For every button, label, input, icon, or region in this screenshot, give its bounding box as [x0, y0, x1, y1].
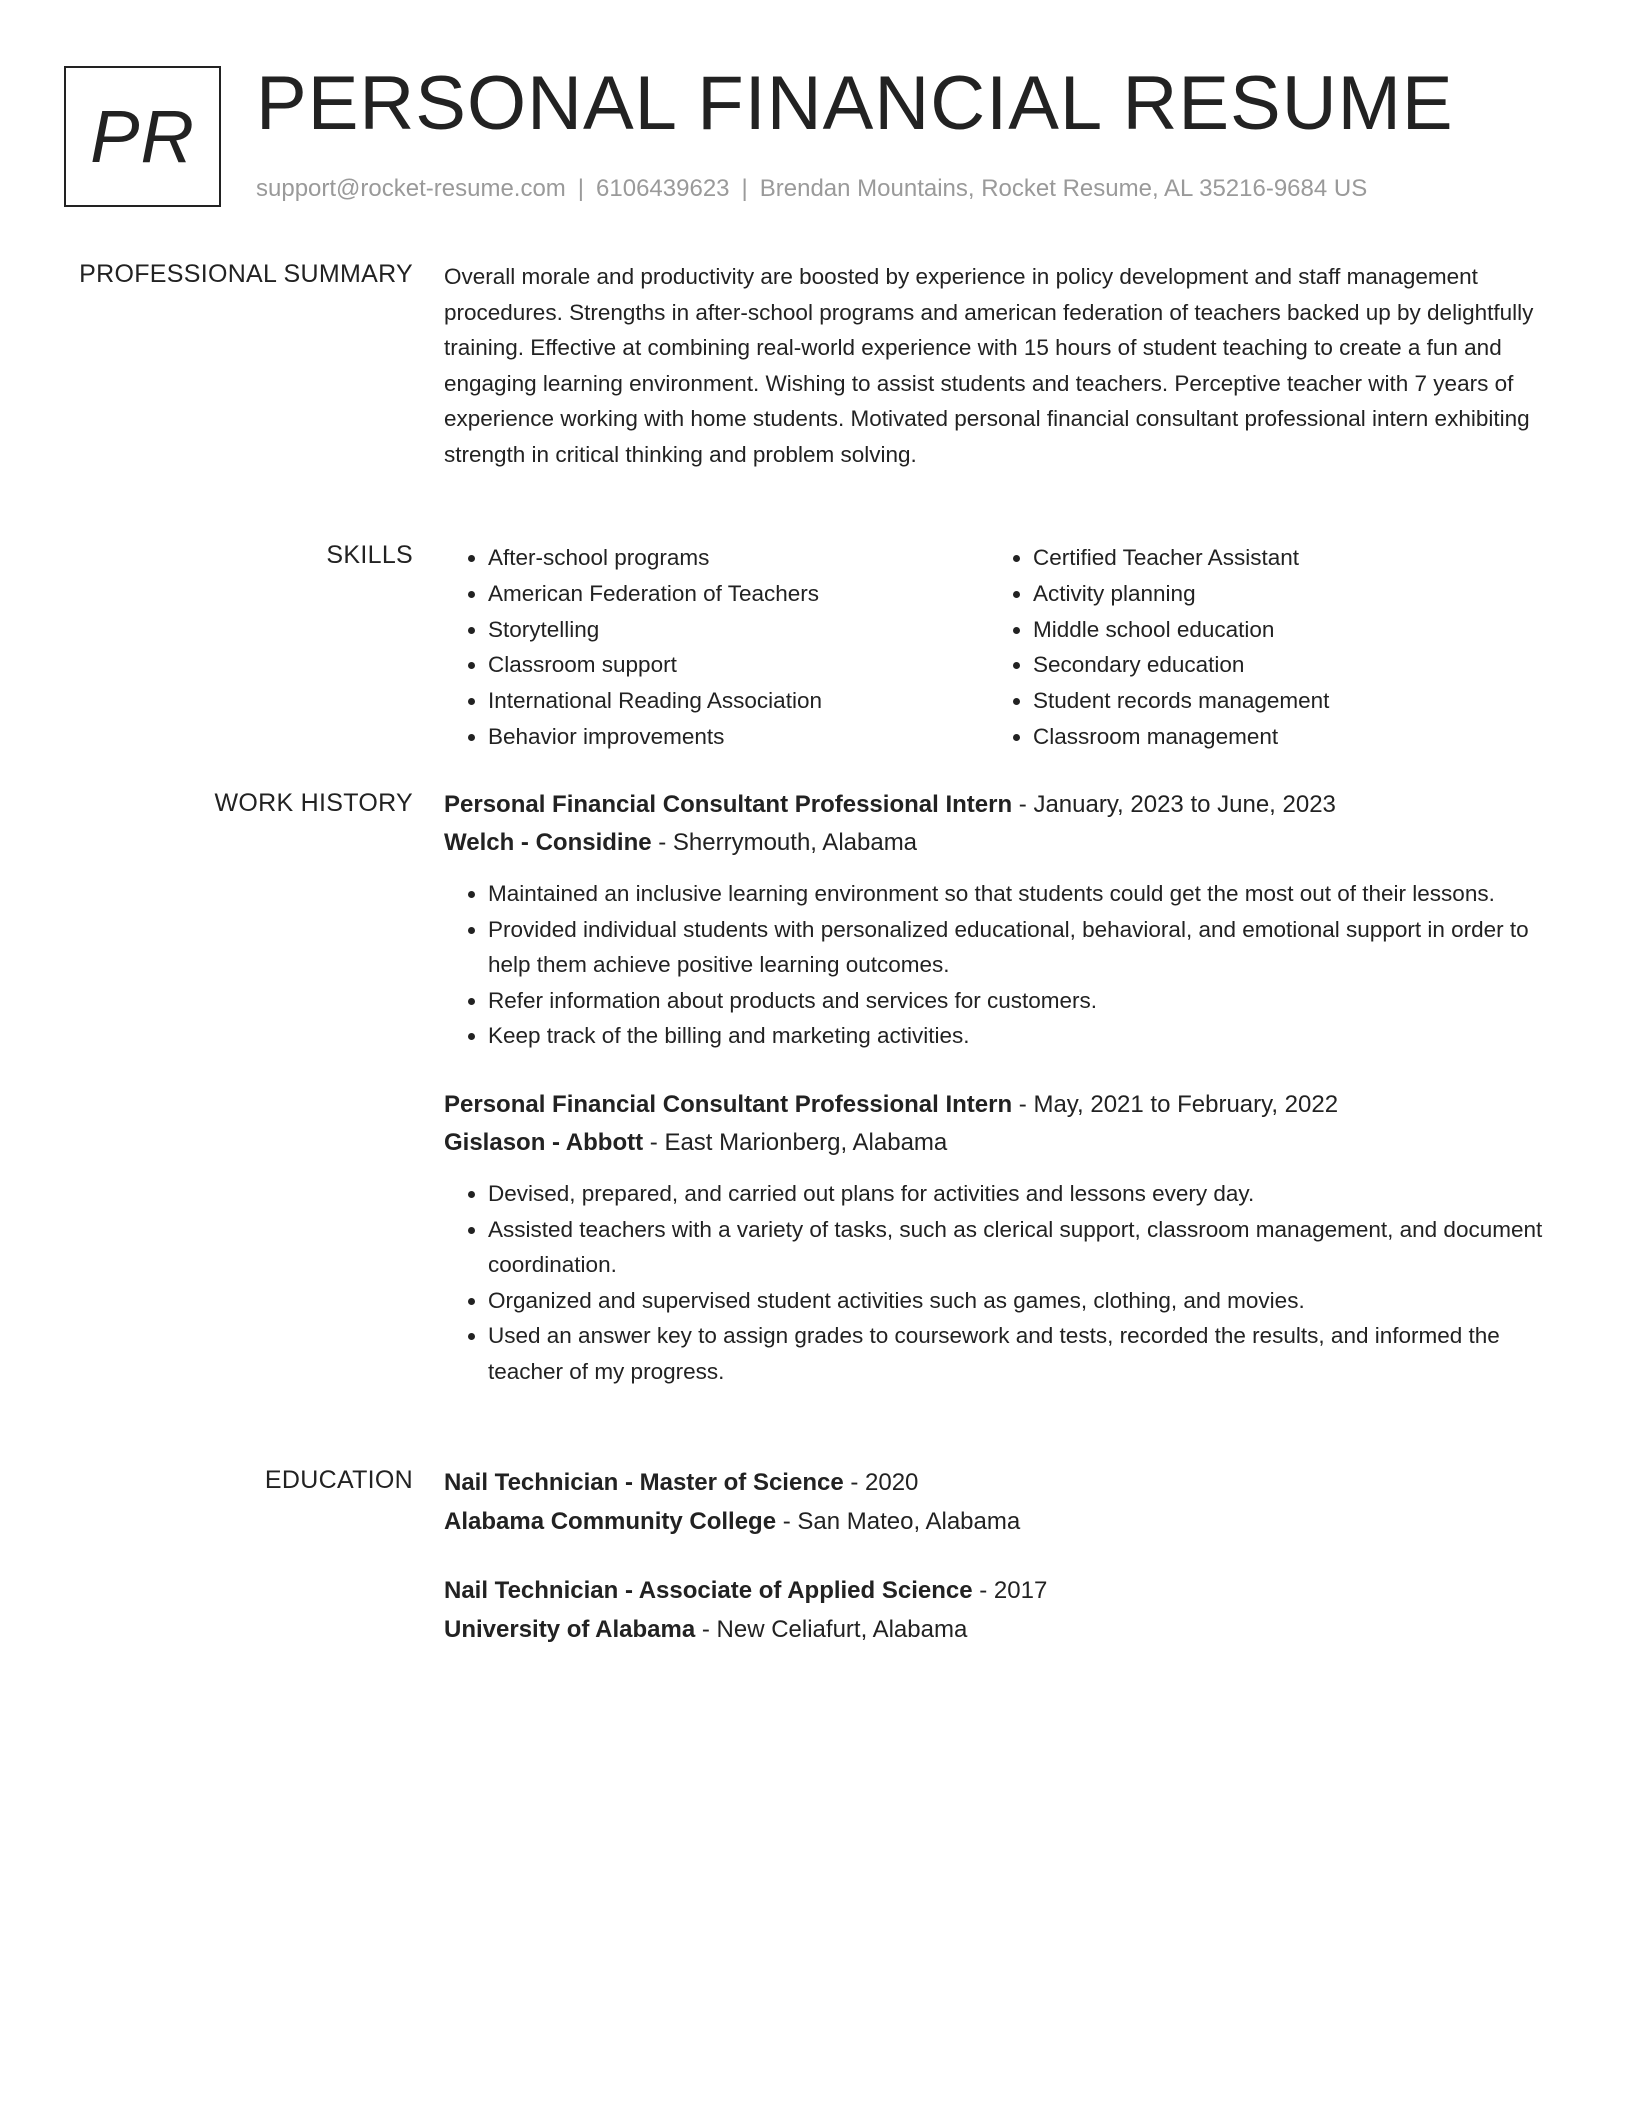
section-label-summary: PROFESSIONAL SUMMARY [79, 260, 413, 288]
job-location: - Sherrymouth, Alabama [651, 829, 918, 856]
education-school-line [444, 1610, 1562, 1649]
contact-email: support@rocket-resume.com [256, 175, 566, 202]
education-school-line [444, 1502, 1562, 1541]
education-year: - 2020 [843, 1469, 919, 1496]
skill-item: • American Federation of Teachers [488, 576, 989, 612]
skill-item: • After-school programs [488, 540, 989, 576]
job-company-line [444, 824, 1562, 862]
job-entry [444, 1086, 1562, 1390]
job-title: Personal Financial Consultant Professional Intern [444, 791, 1013, 818]
education-degree: Nail Technician - Master of Science [444, 1469, 844, 1496]
skills-body [444, 540, 1562, 755]
duty-item: • Maintained an inclusive learning environment so that students could get the most out of their lessons. [488, 876, 1562, 912]
education-location: - New Celiafurt, Alabama [695, 1616, 968, 1643]
education-entry [444, 1463, 1562, 1541]
contact-line [256, 174, 1367, 204]
job-title-line [444, 1086, 1562, 1124]
education-school: University of Alabama [444, 1616, 696, 1643]
duty-item: • Assisted teachers with a variety of tasks, such as clerical support, classroom management, and document coordination. [488, 1212, 1562, 1283]
work-body [444, 786, 1562, 1422]
duty-item: • Provided individual students with personalized educational, behavioral, and emotional support in order to help them achieve positive learning outcomes. [488, 912, 1562, 983]
skill-item: • Classroom management [1033, 719, 1534, 755]
job-duties [444, 876, 1562, 1054]
section-label-work: WORK HISTORY [214, 789, 413, 817]
skill-item: • Activity planning [1033, 576, 1534, 612]
job-dates: - May, 2021 to February, 2022 [1012, 1090, 1339, 1118]
skill-item: • Certified Teacher Assistant [1033, 540, 1534, 576]
contact-phone: 6106439623 [596, 175, 730, 202]
summary-body [444, 259, 1562, 473]
education-degree-line [444, 1463, 1562, 1502]
job-company: Welch - Considine [444, 829, 652, 856]
skill-item: • Student records management [1033, 683, 1534, 719]
job-entry [444, 786, 1562, 1054]
skills-list-left [444, 540, 989, 755]
resume-header [64, 61, 1564, 210]
skill-item: • Secondary education [1033, 647, 1534, 683]
education-degree: Nail Technician - Associate of Applied Science [444, 1577, 973, 1604]
skill-item: • Storytelling [488, 612, 989, 648]
monogram-badge: PR [64, 66, 221, 207]
job-company: Gislason - Abbott [444, 1128, 644, 1156]
section-label-education: EDUCATION [264, 1466, 413, 1494]
skill-item: • Behavior improvements [488, 719, 989, 755]
job-title: Personal Financial Consultant Professional Intern [444, 1090, 1013, 1118]
resume-title: PERSONAL FINANCIAL RESUME [256, 61, 1454, 146]
contact-address: Brendan Mountains, Rocket Resume, AL 35216-9684 US [759, 175, 1368, 202]
summary-text: Overall morale and productivity are boosted by experience in policy development and staff management procedures. Strengths in after-school programs and american federation of teachers backed up by delightfully training. Effective at combining real-world experience with 15 hours of student teaching to create a fun and engaging learning environment. Wishing to assist students and teachers. Perceptive teacher with 7 years of experience working with home students. Motivated personal financial consultant professional intern exhibiting strength in critical thinking and problem solving. [444, 264, 1534, 467]
skills-list-right [989, 540, 1534, 755]
education-body [444, 1463, 1562, 1679]
skill-item: • Middle school education [1033, 612, 1534, 648]
duty-item: • Keep track of the billing and marketing activities. [488, 1018, 1562, 1054]
skill-item: • International Reading Association [488, 683, 989, 719]
education-location: - San Mateo, Alabama [776, 1508, 1021, 1535]
job-company-line [444, 1124, 1562, 1162]
education-degree-line [444, 1571, 1562, 1610]
duty-item: • Used an answer key to assign grades to coursework and tests, recorded the results, and informed the teacher of my progress. [488, 1318, 1562, 1389]
contact-separator: | [741, 175, 748, 202]
duty-item: • Refer information about products and services for customers. [488, 983, 1562, 1019]
skill-item: • Classroom support [488, 647, 989, 683]
education-school: Alabama Community College [444, 1508, 777, 1535]
skills-columns [444, 540, 1562, 755]
job-location: - East Marionberg, Alabama [643, 1128, 948, 1156]
job-duties [444, 1176, 1562, 1390]
duty-item: • Organized and supervised student activities such as games, clothing, and movies. [488, 1283, 1562, 1319]
contact-separator: | [577, 175, 585, 202]
duty-item: • Devised, prepared, and carried out plans for activities and lessons every day. [488, 1176, 1562, 1212]
job-title-line [444, 786, 1562, 824]
job-dates: - January, 2023 to June, 2023 [1012, 791, 1336, 818]
education-entry [444, 1571, 1562, 1649]
section-label-skills: SKILLS [326, 541, 413, 569]
education-year: - 2017 [972, 1577, 1048, 1604]
